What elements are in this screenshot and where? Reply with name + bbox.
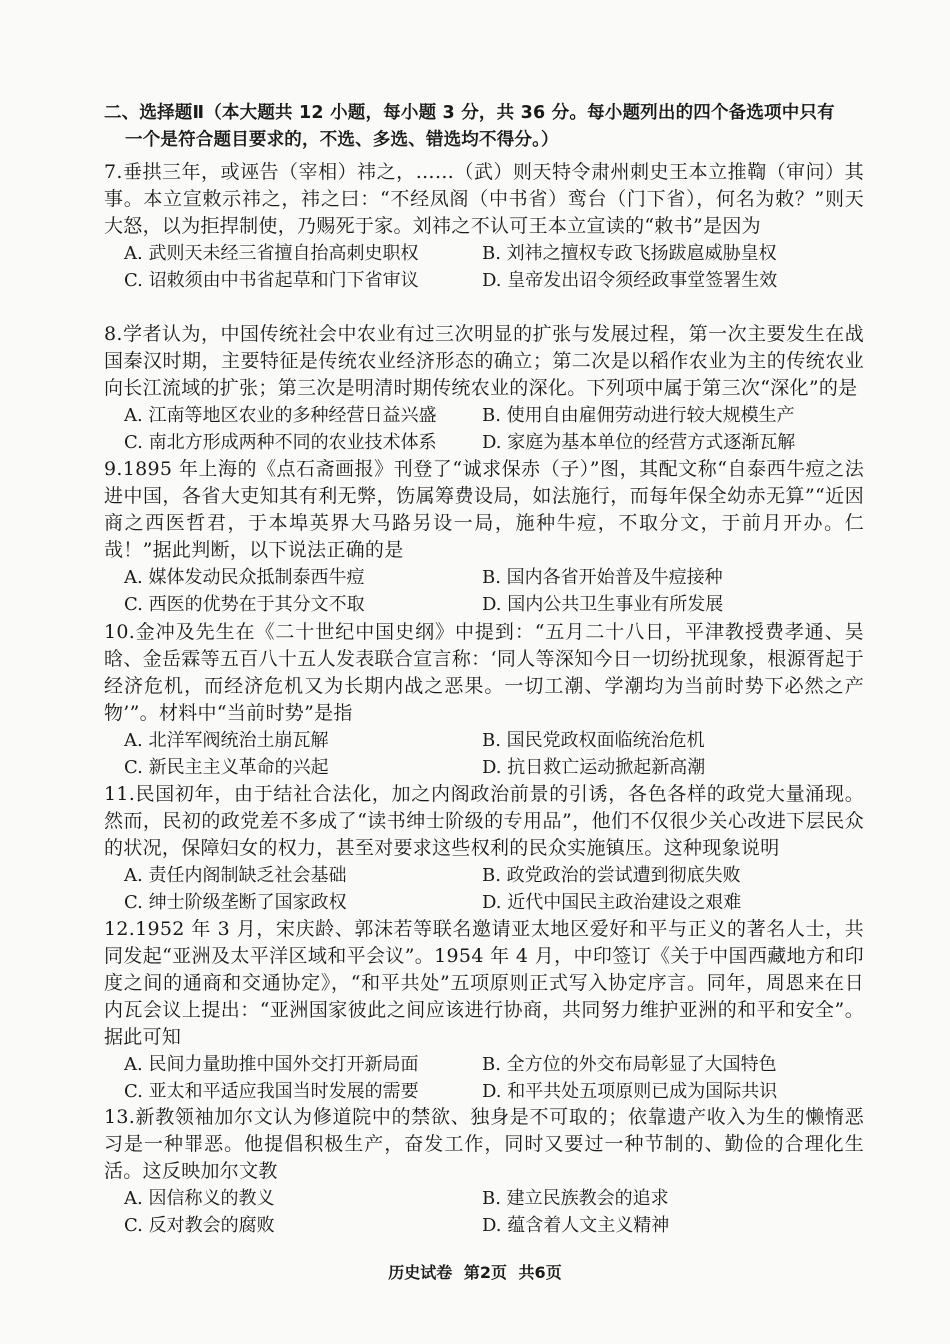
option-b: B. 国内各省开始普及牛痘接种 <box>482 567 723 588</box>
options <box>104 862 864 916</box>
option-a: A. 北洋军阀统治土崩瓦解 <box>124 730 329 751</box>
option-a: A. 因信称义的教义 <box>124 1188 275 1209</box>
question-13 <box>104 1104 864 1239</box>
page-footer: 历史试卷 第2页 共6页 <box>388 1263 562 1282</box>
option-b: B. 使用自由雇佣劳动进行较大规模生产 <box>482 405 795 426</box>
question-stem <box>104 159 864 240</box>
option-b: B. 建立民族教会的追求 <box>482 1188 669 1209</box>
question-text: 民国初年，由于结社合法化，加之内阁政治前景的引诱，各色各样的政党大量涌现。然而，民初的政党差不多成了“读书绅士阶级的专用品”，他们不仅很少关心改进下层民众的状况，保障妇女的权力，甚至对要求这些权利的民众实施镇压。这种现象说明 <box>104 783 864 859</box>
options <box>104 727 864 781</box>
option-d: D. 家庭为基本单位的经营方式逐渐瓦解 <box>482 432 796 453</box>
option-a: A. 民间力量助推中国外交打开新局面 <box>124 1054 419 1075</box>
question-number: 12. <box>104 918 136 940</box>
option-c: C. 南北方形成两种不同的农业技术体系 <box>124 432 437 453</box>
option-a: A. 责任内阁制缺乏社会基础 <box>124 865 347 886</box>
option-a: A. 武则天未经三省擅自抬高刺史职权 <box>124 243 419 264</box>
options <box>104 1185 864 1239</box>
option-c: C. 西医的优势在于其分文不取 <box>124 594 365 615</box>
options <box>104 240 864 294</box>
question-text: 垂拱三年，或诬告（宰相）祎之，……（武）则天特令肃州刺史王本立推鞫（审问）其事。本立宣敕示祎之，祎之曰：“不经凤阁（中书省）鸾台（门下省），何名为敕？”则天大怒，以为拒捍制使，乃赐死于家。刘祎之不认可王本立宣读的“敕书”是因为 <box>104 161 864 237</box>
question-text: 1952 年 3 月，宋庆龄、郭沫若等联名邀请亚太地区爱好和平与正义的著名人士，共同发起“亚洲及太平洋区域和平会议”。1954 年 4 月，中印签订《关于中国西藏地方和印度之间的通商和交通协定》，“和平共处”五项原则正式写入协定序言。同年，周恩来在日内瓦会议上提出：“亚洲国家彼此之间应该进行协商，共同努力维护亚洲的和平和安全”。据此可知 <box>104 918 864 1048</box>
question-number: 10. <box>104 621 136 643</box>
question-9 <box>104 456 864 618</box>
options <box>104 564 864 618</box>
question-stem <box>104 619 864 727</box>
option-b: B. 刘祎之擅权专政飞扬跋扈威胁皇权 <box>482 243 777 264</box>
option-c: C. 诏敕须由中书省起草和门下省审议 <box>124 270 419 291</box>
question-8 <box>104 321 864 456</box>
question-number: 13. <box>104 1106 136 1128</box>
option-b: B. 国民党政权面临统治危机 <box>482 730 705 751</box>
question-12 <box>104 916 864 1105</box>
option-c: C. 亚太和平适应我国当时发展的需要 <box>124 1081 419 1102</box>
option-d: D. 抗日救亡运动掀起新高潮 <box>482 757 706 778</box>
option-a: A. 江南等地区农业的多种经营日益兴盛 <box>124 405 437 426</box>
question-stem <box>104 321 864 402</box>
option-c: C. 反对教会的腐败 <box>124 1215 275 1236</box>
option-c: C. 新民主主义革命的兴起 <box>124 757 329 778</box>
question-number: 7. <box>104 161 123 183</box>
question-7 <box>104 159 864 294</box>
section-heading <box>104 100 864 154</box>
options <box>104 1051 864 1105</box>
question-number: 11. <box>104 783 136 805</box>
option-b: B. 全方位的外交布局彰显了大国特色 <box>482 1054 777 1075</box>
question-stem <box>104 456 864 564</box>
option-b: B. 政党政治的尝试遭到彻底失败 <box>482 865 741 886</box>
question-stem <box>104 916 864 1051</box>
option-d: D. 皇帝发出诏令须经政事堂签署生效 <box>482 270 778 291</box>
option-c: C. 绅士阶级垄断了国家政权 <box>124 892 347 913</box>
option-a: A. 媒体发动民众抵制泰西牛痘 <box>124 567 365 588</box>
section-heading-line-2: 一个是符合题目要求的，不选、多选、错选均不得分。） <box>125 130 559 150</box>
question-11 <box>104 781 864 916</box>
question-text: 学者认为，中国传统社会中农业有过三次明显的扩张与发展过程，第一次主要发生在战国秦汉时期，主要特征是传统农业经济形态的确立；第二次是以稻作农业为主的传统农业向长江流域的扩张；第三次是明清时期传统农业的深化。下列项中属于第三次“深化”的是 <box>104 323 864 399</box>
question-number: 9. <box>104 458 123 480</box>
option-d: D. 和平共处五项原则已成为国际共识 <box>482 1081 778 1102</box>
options <box>104 402 864 456</box>
question-10 <box>104 619 864 781</box>
question-text: 金冲及先生在《二十世纪中国史纲》中提到：“五月二十八日，平津教授费孝通、吴晗、金岳霖等五百八十五人发表联合宣言称：‘同人等深知今日一切纷扰现象，根源胥起于经济危机，而经济危机又为长期内战之恶果。一切工潮、学潮均为当前时势下必然之产物’”。材料中“当前时势”是指 <box>104 621 864 724</box>
option-d: D. 蕴含着人文主义精神 <box>482 1215 670 1236</box>
question-text: 1895 年上海的《点石斋画报》刊登了“诚求保赤（子）”图，其配文称“自泰西牛痘之法进中国，各省大吏知其有利无弊，饬属筹费设局，如法施行，而每年保全幼赤无算”“近因商之西医哲君，于本埠英界大马路另设一局，施种牛痘，不取分文，于前月开办。仁哉！”据此判断，以下说法正确的是 <box>104 458 864 561</box>
option-d: D. 国内公共卫生事业有所发展 <box>482 594 724 615</box>
section-heading-line-1: 二、选择题Ⅱ（本大题共 12 小题，每小题 3 分，共 36 分。每小题列出的四个备选项中只有 <box>104 103 835 123</box>
question-text: 新教领袖加尔文认为修道院中的禁欲、独身是不可取的；依靠遗产收入为生的懒惰恶习是一种罪恶。他提倡积极生产，奋发工作，同时又要过一种节制的、勤俭的合理化生活。这反映加尔文教 <box>104 1106 864 1182</box>
question-number: 8. <box>104 323 123 345</box>
option-d: D. 近代中国民主政治建设之艰难 <box>482 892 742 913</box>
question-stem <box>104 1104 864 1185</box>
question-stem <box>104 781 864 862</box>
